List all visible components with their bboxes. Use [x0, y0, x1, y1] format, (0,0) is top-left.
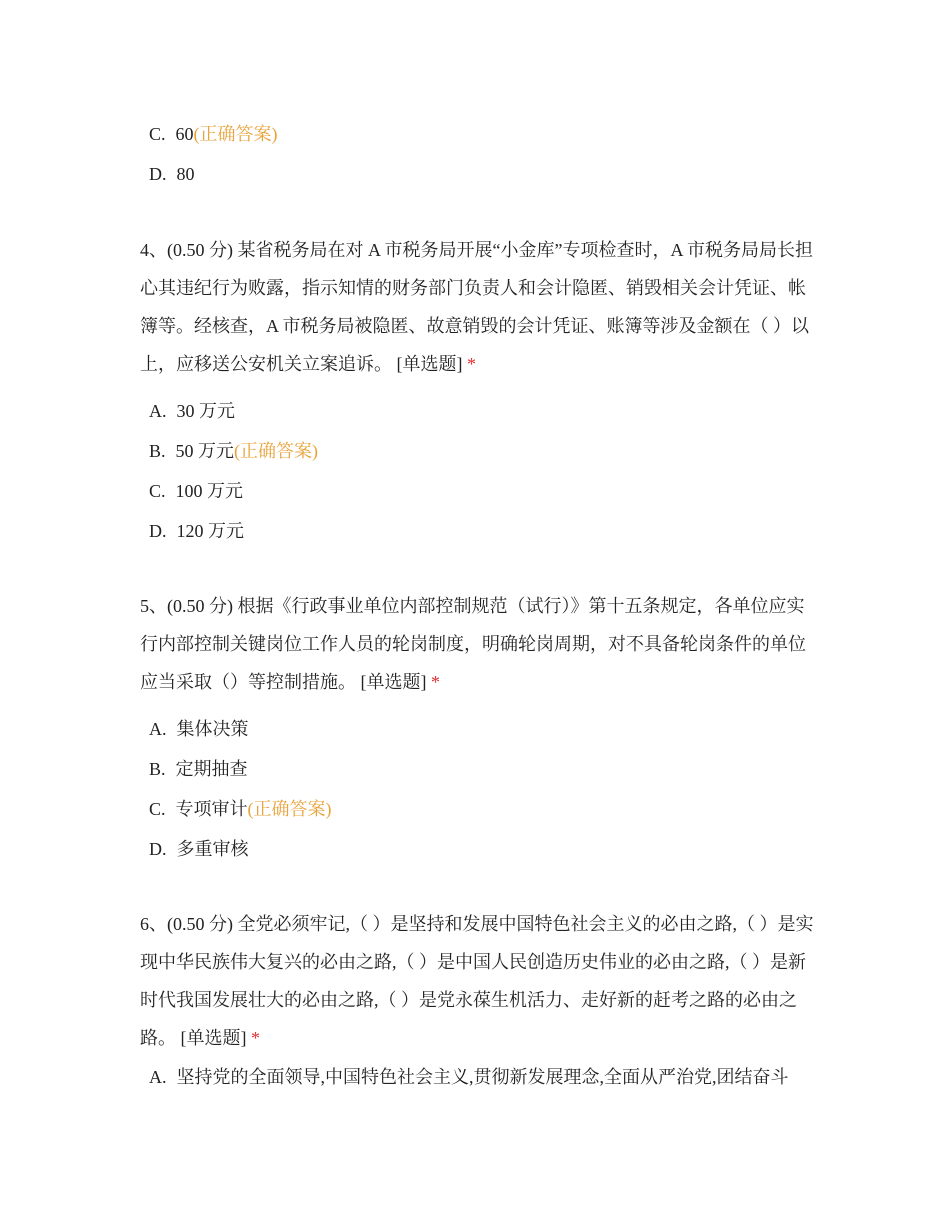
required-mark: *: [467, 354, 476, 374]
question-score: (0.50 分): [167, 240, 233, 260]
q5-option-a: [149, 717, 799, 741]
correct-answer-tag: (正确答案): [193, 124, 278, 144]
option-text: 多重审核: [176, 839, 249, 859]
question-type: [单选题]: [396, 354, 463, 374]
option-text: 集体决策: [176, 719, 249, 739]
required-mark: *: [431, 672, 440, 692]
question-number: 5、: [140, 596, 167, 616]
question-number: 6、: [140, 914, 167, 934]
question-type: [单选题]: [360, 672, 427, 692]
option-text: 专项审计: [175, 799, 248, 819]
q4-option-a: [149, 399, 799, 423]
option-letter: B.: [149, 441, 166, 461]
option-letter: D.: [149, 164, 167, 184]
option-text: 80: [176, 164, 195, 184]
option-letter: B.: [149, 759, 166, 779]
option-text: 60: [175, 124, 194, 144]
q4-option-b: [149, 439, 799, 463]
required-mark: *: [251, 1028, 260, 1048]
q4-option-c: [149, 479, 799, 503]
option-letter: A.: [149, 401, 167, 421]
option-text: 100 万元: [175, 481, 244, 501]
correct-answer-tag: (正确答案): [247, 799, 332, 819]
question-type: [单选题]: [180, 1028, 247, 1048]
question-body: 全党必须牢记,（ ）是坚持和发展中国特色社会主义的必由之路,（ ）是实现中华民族伟大复兴的必由之路,（ ）是中国人民创造历史伟业的必由之路,（ ）是新时代我国发展壮大的必由之路,（ ）是党永葆生机活力、走好新的赶考之路的必由之路。: [140, 914, 814, 1048]
question-score: (0.50 分): [167, 596, 233, 616]
option-letter: C.: [149, 481, 166, 501]
option-letter: D.: [149, 521, 167, 541]
option-letter: C.: [149, 124, 166, 144]
q4-question-text: [140, 231, 816, 383]
option-text: 30 万元: [176, 401, 235, 421]
q3-option-c: [149, 122, 799, 146]
option-letter: C.: [149, 799, 166, 819]
option-letter: A.: [149, 719, 167, 739]
option-text: 定期抽查: [175, 759, 248, 779]
question-number: 4、: [140, 240, 167, 260]
option-text: 120 万元: [176, 521, 244, 541]
q6-option-a: [149, 1065, 794, 1089]
option-text: 坚持党的全面领导,中国特色社会主义,贯彻新发展理念,全面从严治党,团结奋斗: [176, 1067, 789, 1087]
correct-answer-tag: (正确答案): [234, 441, 319, 461]
question-body: 根据《行政事业单位内部控制规范（试行）》第十五条规定，各单位应实行内部控制关键岗位工作人员的轮岗制度，明确轮岗周期，对不具备轮岗条件的单位应当采取（）等控制措施。: [140, 596, 806, 692]
q4-option-d: [149, 519, 799, 543]
option-text: 50 万元: [175, 441, 235, 461]
q5-option-b: [149, 757, 799, 781]
q5-option-d: [149, 837, 799, 861]
option-letter: A.: [149, 1067, 167, 1087]
q3-option-d: [149, 162, 799, 186]
q5-option-c: [149, 797, 799, 821]
question-score: (0.50 分): [167, 914, 233, 934]
q5-question-text: [140, 587, 816, 701]
option-letter: D.: [149, 839, 167, 859]
q6-question-text: [140, 905, 816, 1057]
question-body: 某省税务局在对 A 市税务局开展“小金库”专项检查时，A 市税务局局长担心其违纪行为败露，指示知情的财务部门负责人和会计隐匿、销毁相关会计凭证、帐簿等。经核查，A 市税务局被隐匿、故意销毁的会计凭证、账簿等涉及金额在（ ）以上，应移送公安机关立案追诉。: [140, 240, 813, 374]
